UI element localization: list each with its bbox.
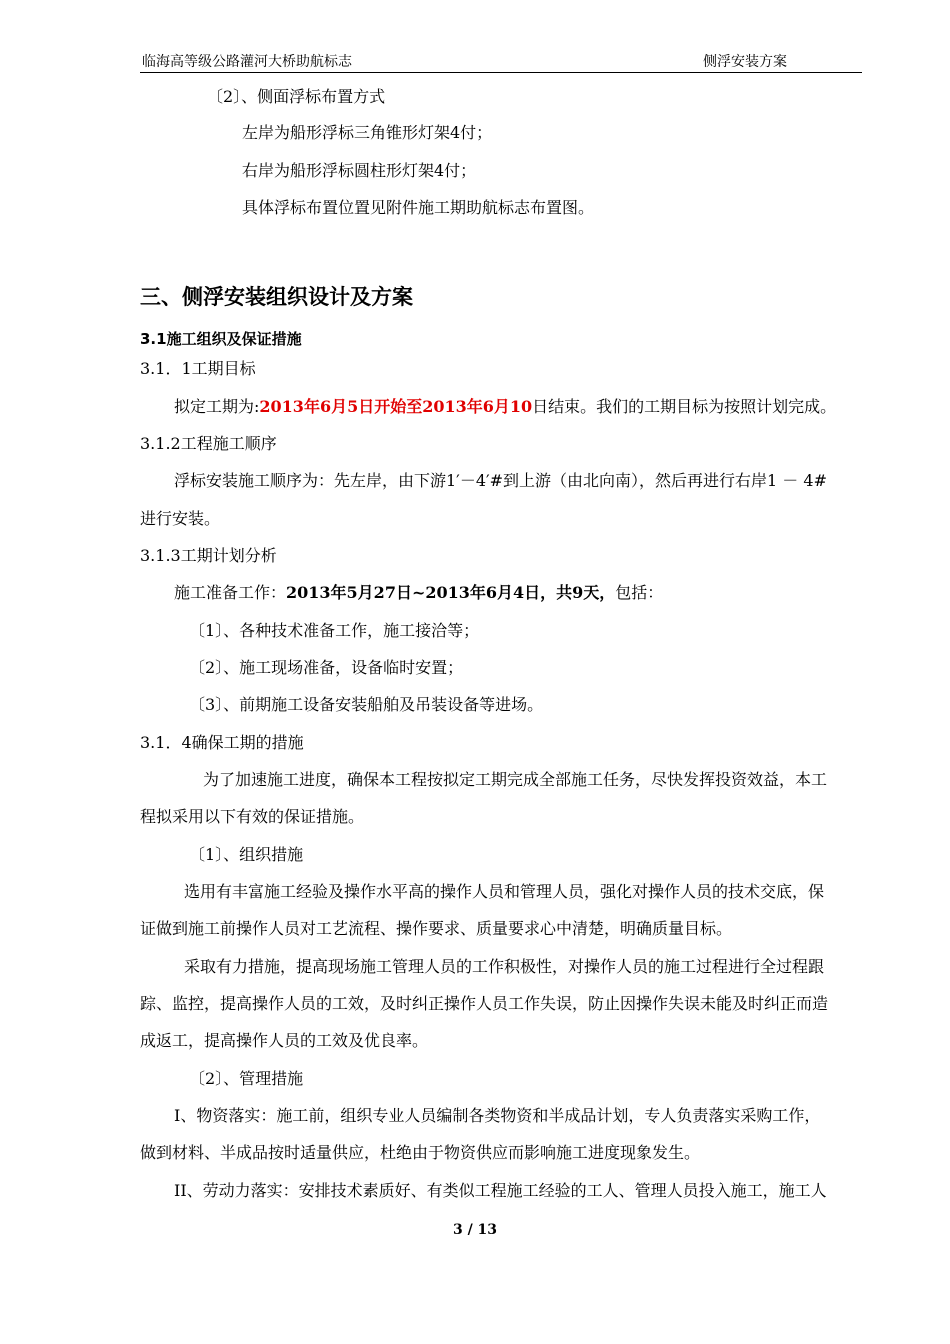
prep-includes: 包括： bbox=[615, 583, 664, 602]
left-bank-text: 左岸为船形浮标三角锥形灯架4付； bbox=[242, 123, 493, 142]
layout-reference-text: 具体浮标布置位置见附件施工期助航标志布置图。 bbox=[242, 198, 595, 217]
prep-work-paragraph bbox=[174, 582, 663, 604]
page-number: 3 / 13 bbox=[452, 1222, 498, 1238]
schedule-label: 拟定工期为: bbox=[174, 397, 260, 416]
org-paragraph2-line2: 踪、监控，提高操作人员的工效，及时纠正操作人员工作失误，防止因操作失误未能及时纠正而造 bbox=[140, 994, 829, 1013]
prep-item-2: 〔2〕、施工现场准备，设备临时安置； bbox=[189, 658, 464, 677]
org-paragraph1-line1: 选用有丰富施工经验及操作水平高的操作人员和管理人员，强化对操作人员的技术交底，保 bbox=[184, 882, 825, 901]
org-paragraph2-line3: 成返工，提高操作人员的工效及优良率。 bbox=[140, 1031, 429, 1050]
schedule-goal: 日结束。我们的工期目标为按照计划完成。 bbox=[532, 397, 837, 416]
header-document-title: 临海高等级公路灌河大桥助航标志 bbox=[142, 54, 352, 70]
organization-measures-heading: 〔1〕、组织措施 bbox=[189, 845, 304, 864]
sequence-paragraph-line1: 浮标安装施工顺序为：先左岸，由下游1′－4′#到上游（由北向南），然后再进行右岸1 － 4# bbox=[174, 471, 827, 490]
heading-3-1-1: 3.1．1工期目标 bbox=[140, 359, 256, 378]
materials-paragraph-line1: I、物资落实：施工前，组织专业人员编制各类物资和半成品计划，专人负责落实采购工作， bbox=[174, 1106, 821, 1125]
schedule-target-paragraph bbox=[174, 396, 836, 418]
header-section-title: 侧浮安装方案 bbox=[703, 54, 787, 70]
prep-duration: ，共9天， bbox=[540, 583, 616, 602]
measures-intro-line1: 为了加速施工进度，确保本工程按拟定工期完成全部施工任务，尽快发挥投资效益，本工 bbox=[203, 770, 828, 789]
materials-paragraph-line2: 做到材料、半成品按时适量供应，杜绝由于物资供应而影响施工进度现象发生。 bbox=[140, 1143, 701, 1162]
subsection-heading: 3.1施工组织及保证措施 bbox=[140, 330, 302, 348]
heading-3-1-3: 3.1.3工期计划分析 bbox=[140, 546, 277, 565]
section-heading: 三、侧浮安装组织设计及方案 bbox=[140, 285, 413, 309]
right-bank-text: 右岸为船形浮标圆柱形灯架4付； bbox=[242, 161, 477, 180]
prep-label: 施工准备工作： bbox=[174, 583, 287, 602]
labor-paragraph-line1: II、劳动力落实：安排技术素质好、有类似工程施工经验的工人、管理人员投入施工，施工人 bbox=[174, 1181, 827, 1200]
prep-item-3: 〔3〕、前期施工设备安装船舶及吊装设备等进场。 bbox=[189, 695, 544, 714]
sequence-paragraph-line2: 进行安装。 bbox=[140, 509, 221, 528]
org-paragraph1-line2: 证做到施工前操作人员对工艺流程、操作要求、质量要求心中清楚，明确质量目标。 bbox=[140, 919, 733, 938]
schedule-dates: 2013年6月5日开始至2013年6月10 bbox=[259, 397, 533, 416]
prep-item-1: 〔1〕、各种技术准备工作，施工接洽等； bbox=[189, 621, 480, 640]
measures-intro-line2: 程拟采用以下有效的保证措施。 bbox=[140, 807, 365, 826]
prep-dates: 2013年5月27日~2013年6月4日 bbox=[286, 583, 541, 602]
buoy-layout-heading: 〔2〕、侧面浮标布置方式 bbox=[207, 87, 386, 106]
management-measures-heading: 〔2〕、管理措施 bbox=[189, 1069, 304, 1088]
heading-3-1-2: 3.1.2工程施工顺序 bbox=[140, 434, 277, 453]
header-rule bbox=[140, 72, 862, 73]
org-paragraph2-line1: 采取有力措施，提高现场施工管理人员的工作积极性，对操作人员的施工过程进行全过程跟 bbox=[184, 957, 825, 976]
heading-3-1-4: 3.1．4确保工期的措施 bbox=[140, 733, 304, 752]
